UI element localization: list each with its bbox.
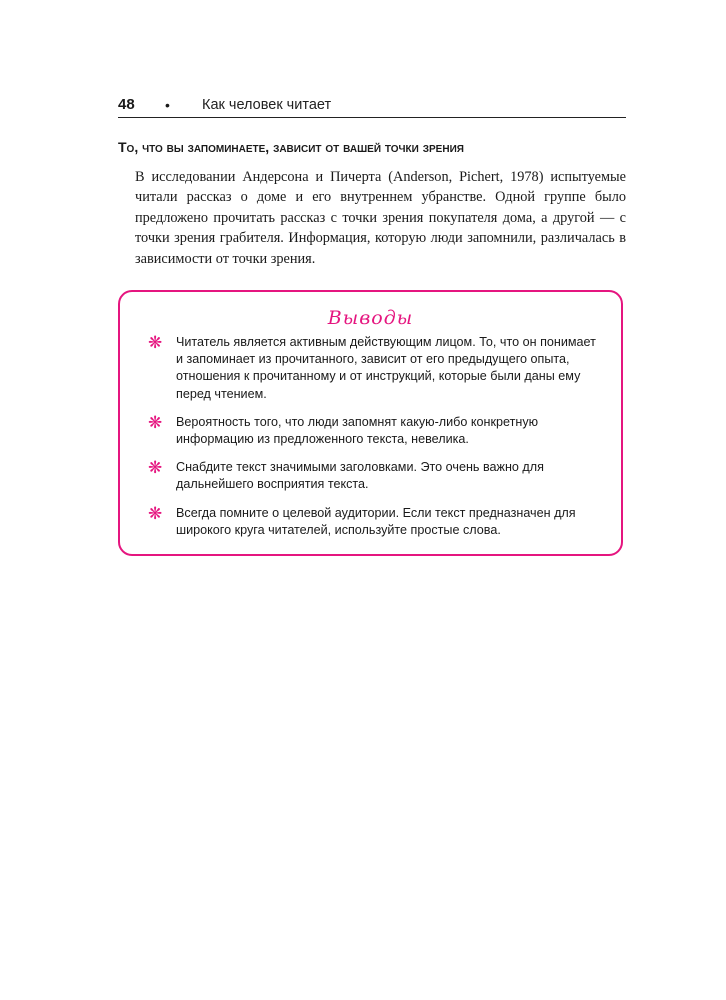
conclusions-box: [118, 290, 623, 556]
section-heading: То, что вы запоминаете, зависит от вашей точки зрения: [118, 139, 464, 155]
running-title: Как человек читает: [202, 97, 332, 113]
conclusions-title: Выводы: [327, 307, 414, 329]
list-item-text: Читатель является активным действующим лицом. То, что он понимает и запоминает из прочитанного, зависит от его предыдущего опыта, отношения к прочитанному и от инструкций, которые были даны ему перед чтением.: [176, 335, 596, 401]
header-bullet: •: [165, 97, 170, 113]
body-paragraph: В исследовании Андерсона и Пичерта (Anderson, Pichert, 1978) испытуемые читали рассказ о доме и его внутреннем убранстве. Одной группе было предложено прочитать рассказ с точки зрения покупателя дома, а другой — с точки зрения грабителя. Информация, которую люди запомнили, различалась в зависимости от точки зрения.: [135, 169, 626, 267]
asterisk-bullet-icon: ❋: [148, 503, 163, 524]
list-item: [148, 459, 603, 493]
asterisk-bullet-icon: ❋: [148, 458, 163, 479]
page-number: 48: [118, 96, 135, 113]
page-header: [118, 95, 626, 118]
list-item: [148, 505, 603, 539]
list-item: [148, 414, 603, 448]
list-item-text: Вероятность того, что люди запомнят какую-либо конкретную информацию из предложенного текста, невелика.: [176, 414, 539, 447]
asterisk-bullet-icon: ❋: [148, 333, 163, 353]
list-item-text: Снабдите текст значимыми заголовками. Это очень важно для дальнейшего восприятия текста.: [176, 460, 544, 492]
list-item-text: Всегда помните о целевой аудитории. Если текст предназначен для широкого круга читателей, используйте простые слова.: [176, 505, 576, 537]
conclusions-list: [148, 334, 603, 550]
list-item: [148, 334, 603, 403]
asterisk-bullet-icon: ❋: [148, 412, 163, 433]
